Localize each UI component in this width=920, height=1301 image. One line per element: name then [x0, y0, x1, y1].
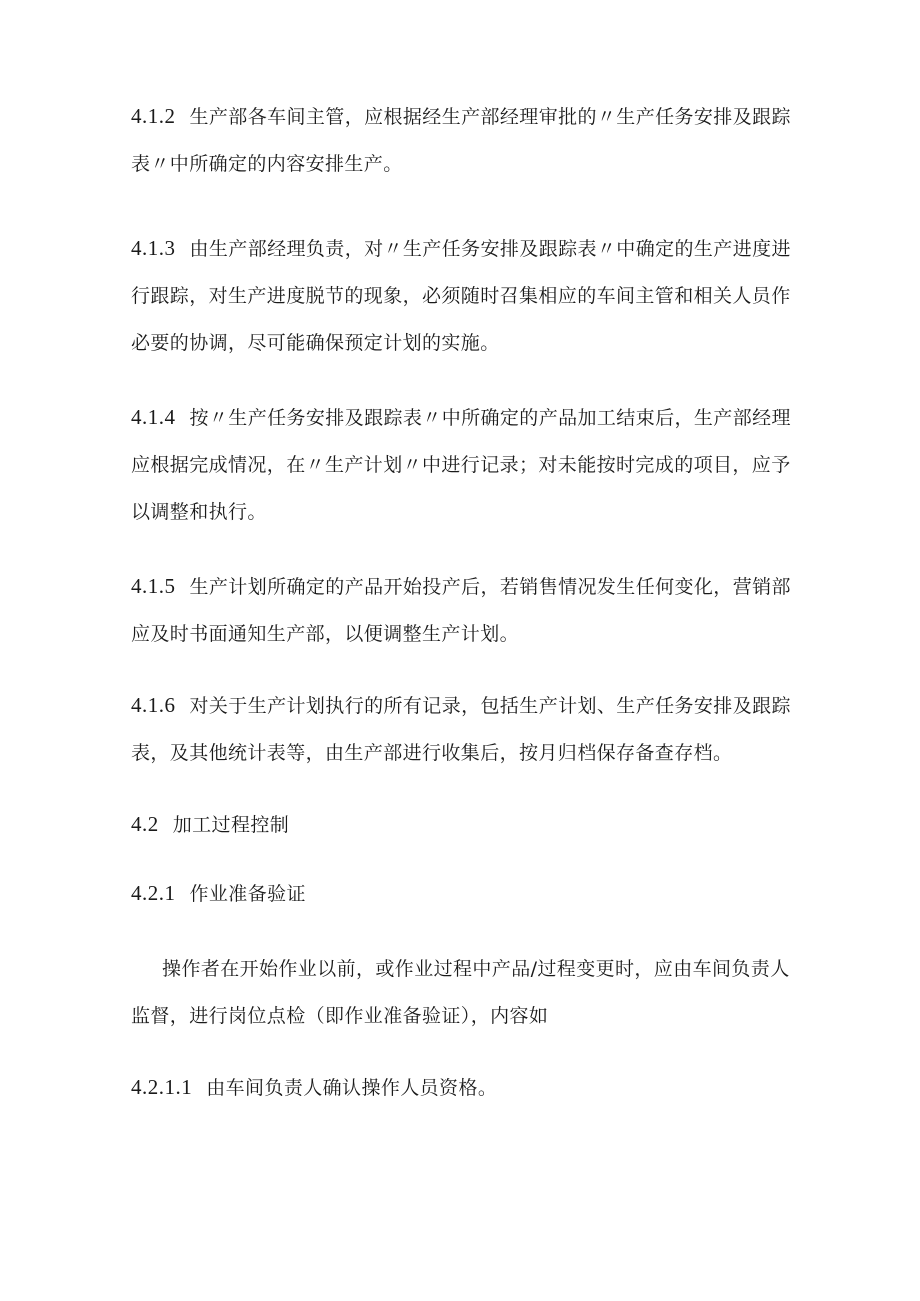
section-number: 4.1.5	[131, 574, 176, 598]
section-text: 按〃生产任务安排及跟踪表〃中所确定的产品加工结束后，生产部经理应根据完成情况，在〃生产计划〃中进行记录；对未能按时完成的项目，应予以调整和执行。	[131, 407, 791, 523]
section-4-2-1-heading	[131, 870, 796, 918]
section-4-2-heading	[131, 801, 796, 849]
section-text: 生产部各车间主管，应根据经生产部经理审批的〃生产任务安排及跟踪表〃中所确定的内容安排生产。	[131, 106, 791, 175]
section-number: 4.2	[131, 812, 159, 836]
section-number: 4.1.3	[131, 236, 176, 260]
section-4-2-1-1	[131, 1064, 796, 1112]
section-4-1-5	[131, 563, 796, 658]
body-paragraph	[131, 946, 796, 1040]
section-text: 加工过程控制	[172, 814, 290, 836]
section-text: 由车间负责人确认操作人员资格。	[206, 1077, 498, 1099]
section-text: 作业准备验证	[189, 883, 306, 905]
section-4-1-2	[131, 93, 796, 188]
paragraph-text: 操作者在开始作业以前，或作业过程中产品/过程变更时，应由车间负责人监督，进行岗位点检（即作业准备验证），内容如	[131, 958, 790, 1027]
section-number: 4.2.1.1	[131, 1075, 193, 1099]
section-4-1-3	[131, 225, 796, 367]
section-text: 由生产部经理负责，对〃生产任务安排及跟踪表〃中确定的生产进度进行跟踪，对生产进度脱节的现象，必须随时召集相应的车间主管和相关人员作必要的协调，尽可能确保预定计划的实施。	[131, 238, 791, 354]
section-4-1-6	[131, 682, 796, 777]
section-4-1-4	[131, 394, 796, 536]
section-text: 生产计划所确定的产品开始投产后，若销售情况发生任何变化，营销部应及时书面通知生产部，以便调整生产计划。	[131, 576, 791, 645]
section-number: 4.1.2	[131, 104, 176, 128]
section-text: 对关于生产计划执行的所有记录，包括生产计划、生产任务安排及跟踪表，及其他统计表等，由生产部进行收集后，按月归档保存备查存档。	[131, 695, 791, 764]
section-number: 4.1.6	[131, 693, 176, 717]
section-number: 4.2.1	[131, 881, 176, 905]
section-number: 4.1.4	[131, 405, 176, 429]
